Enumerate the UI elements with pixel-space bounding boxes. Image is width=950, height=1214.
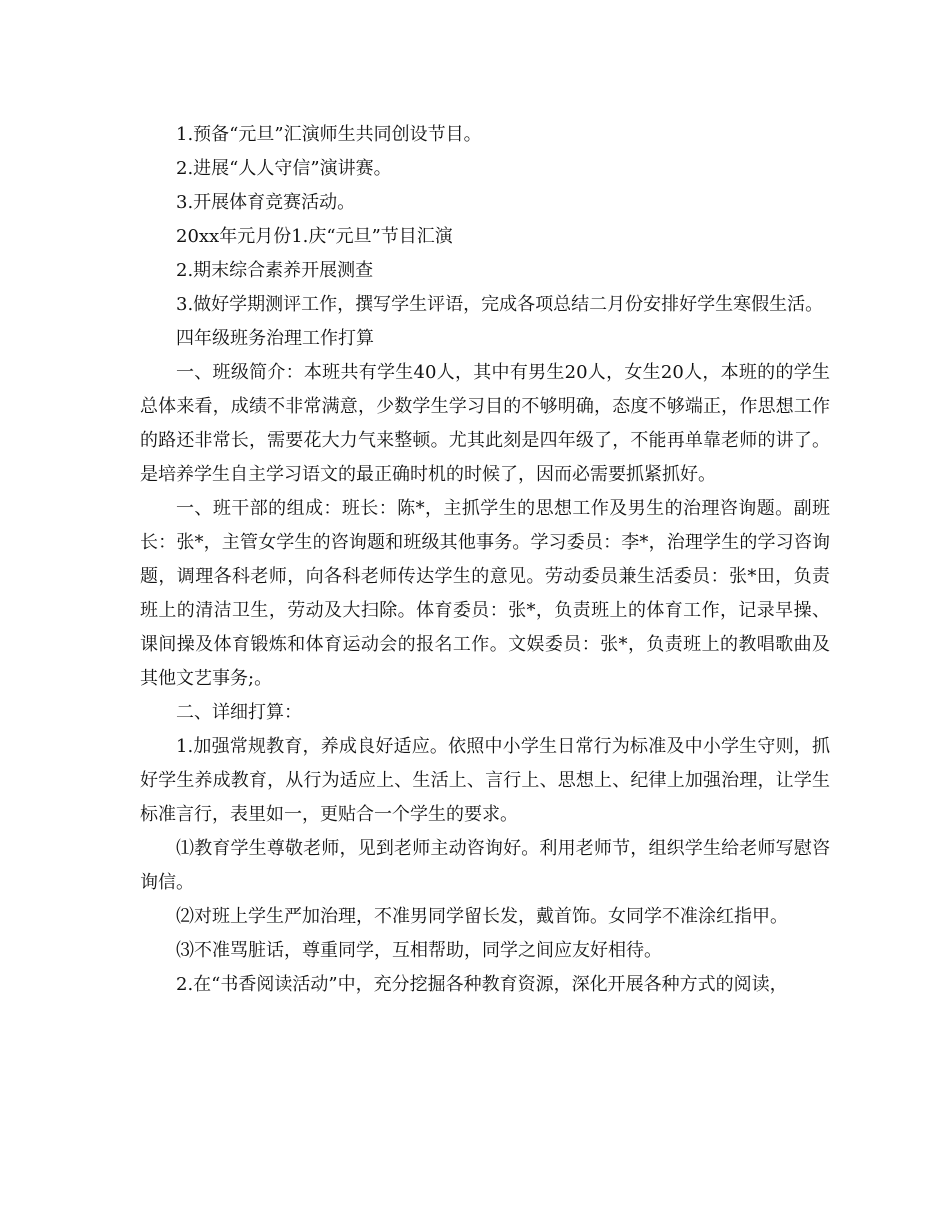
paragraph: ⑵对班上学生严加治理，不准男同学留长发，戴首饰。女同学不准涂红指甲。: [176, 906, 788, 927]
paragraph: 3.开展体育竞赛活动。: [176, 192, 356, 213]
section-heading: 四年级班务治理工作打算: [176, 328, 374, 349]
paragraph: 一、班级简介：本班共有学生40人，其中有男生20人，女生20人，本班的的学生总体来看，成绩不非常满意，少数学生学习目的不够明确，态度不够端正，作思想工作的路还非常长，需要花大力气来整顿。尤其此刻是四年级了，不能再单靠老师的讲了。是培养学生自主学习语文的最正确时机的时候了，因而必需要抓紧抓好。: [140, 362, 830, 485]
paragraph: 1.加强常规教育，养成良好适应。依照中小学生日常行为标准及中小学生守则，抓好学生养成教育，从行为适应上、生活上、言行上、思想上、纪律上加强治理，让学生标准言行，表里如一，更贴合一个学生的要求。: [140, 736, 830, 825]
paragraph: 1.预备“元旦”汇演师生共同创设节目。: [176, 124, 482, 145]
section-heading: 二、详细打算：: [176, 702, 302, 723]
paragraph: ⑶不准骂脏话，尊重同学，互相帮助，同学之间应友好相待。: [176, 940, 662, 961]
paragraph: ⑴教育学生尊敬老师，见到老师主动咨询好。利用老师节，组织学生给老师写慰咨询信。: [140, 838, 830, 893]
paragraph: 20xx年元月份1.庆“元旦”节目汇演: [176, 226, 453, 247]
paragraph: 一、班干部的组成：班长：陈*，主抓学生的思想工作及男生的治理咨询题。副班长：张*，主管女学生的咨询题和班级其他事务。学习委员：李*，治理学生的学习咨询题，调理各科老师，向各科老师传达学生的意见。劳动委员兼生活委员：张*田，负责班上的清洁卫生，劳动及大扫除。体育委员：张*，负责班上的体育工作，记录早操、课间操及体育锻炼和体育运动会的报名工作。文娱委员：张*，负责班上的教唱歌曲及其他文艺事务;。: [140, 498, 830, 689]
paragraph: 2.期末综合素养开展测查: [176, 260, 374, 281]
document-body: [140, 118, 830, 1002]
paragraph: 2.在“书香阅读活动”中，充分挖掘各种教育资源，深化开展各种方式的阅读，: [176, 974, 788, 995]
paragraph: 2.进展“人人守信”演讲赛。: [176, 158, 392, 179]
paragraph: 3.做好学期测评工作，撰写学生评语，完成各项总结二月份安排好学生寒假生活。: [176, 294, 824, 315]
